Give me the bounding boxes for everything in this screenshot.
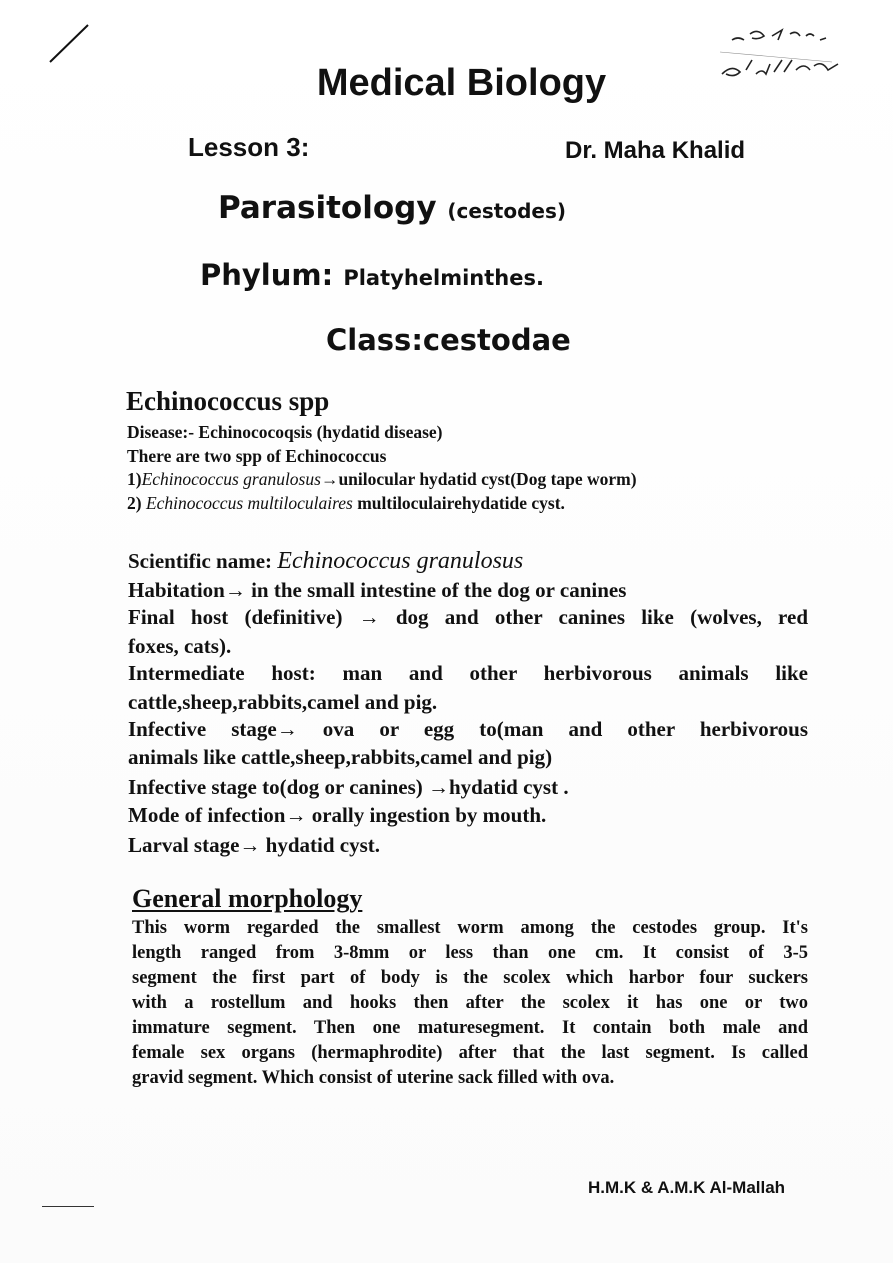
two-spp-line: There are two spp of Echinococcus — [127, 446, 387, 466]
echinococcus-heading: Echinococcus spp — [126, 386, 330, 416]
subject-title: Parasitology — [218, 190, 437, 226]
mode-of-infection-line: Mode of infection→ orally ingestion by mouth. — [128, 803, 547, 827]
habitation-line: Habitation→ in the small intestine of the dog or canines — [128, 578, 627, 602]
morphology-line-1: This worm regarded the smallest worm among the cestodes group. It's — [132, 918, 808, 938]
final-host-line-2: foxes, cats). — [128, 634, 232, 658]
spp1-name: Echinococcus granulosus — [141, 469, 321, 489]
spp1-prefix: 1) — [127, 469, 142, 489]
infective-stage-dog-line: Infective stage to(dog or canines) →hydatid cyst . — [128, 775, 569, 799]
spp2-rest: multiloculairehydatide cyst. — [352, 493, 565, 513]
spp2-line — [127, 493, 565, 514]
spp1-rest: →unilocular hydatid cyst(Dog tape worm) — [320, 469, 637, 489]
subject-heading — [218, 190, 566, 226]
morphology-line-7: gravid segment. Which consist of uterine sack filled with ova. — [132, 1068, 615, 1088]
pen-slash-mark — [48, 22, 92, 64]
intermediate-host-line-2: cattle,sheep,rabbits,camel and pig. — [128, 690, 438, 714]
intermediate-host-line-1: Intermediate host: man and other herbivorous animals like — [128, 661, 808, 685]
spp1-line — [127, 469, 637, 490]
larval-stage-line: Larval stage→ hydatid cyst. — [128, 833, 380, 857]
footer-credit: H.M.K & A.M.K Al-Mallah — [588, 1178, 786, 1197]
phylum-label: Phylum: — [200, 258, 334, 292]
morphology-line-5: immature segment. Then one maturesegment. It contain both male and — [132, 1018, 808, 1038]
subject-note: (cestodes) — [447, 199, 567, 223]
infective-stage-line-1: Infective stage→ ova or egg to(man and other herbivorous — [128, 717, 808, 741]
lesson-label: Lesson 3: — [188, 132, 310, 162]
scientific-name-value: Echinococcus granulosus — [277, 548, 524, 574]
morphology-line-2: length ranged from 3-8mm or less than one cm. It consist of 3-5 — [132, 943, 808, 963]
page-title: Medical Biology — [316, 62, 607, 104]
scientific-name-label: Scientific name: — [128, 549, 273, 573]
spp2-prefix: 2) — [127, 493, 146, 513]
footer-rule — [42, 1206, 94, 1207]
infective-stage-line-2: animals like cattle,sheep,rabbits,camel and pig) — [128, 745, 553, 769]
author-name: Dr. Maha Khalid — [565, 137, 746, 164]
disease-line: Disease:- Echinococoqsis (hydatid disease) — [127, 422, 443, 442]
final-host-line-1: Final host (definitive) → dog and other canines like (wolves, red — [128, 605, 808, 629]
scientific-name-line — [128, 548, 523, 575]
class-heading: Class:cestodae — [326, 323, 571, 357]
morphology-line-4: with a rostellum and hooks then after the scolex it has one or two — [132, 993, 808, 1013]
spp2-name: Echinococcus multiloculaires — [145, 493, 353, 513]
general-morphology-heading: General morphology — [132, 884, 363, 913]
morphology-line-3: segment the first part of body is the scolex which harbor four suckers — [132, 968, 808, 988]
phylum-value: Platyhelminthes. — [343, 266, 544, 290]
morphology-line-6: female sex organs (hermaphrodite) after that the last segment. Is called — [132, 1043, 808, 1063]
phylum-heading — [200, 258, 544, 292]
